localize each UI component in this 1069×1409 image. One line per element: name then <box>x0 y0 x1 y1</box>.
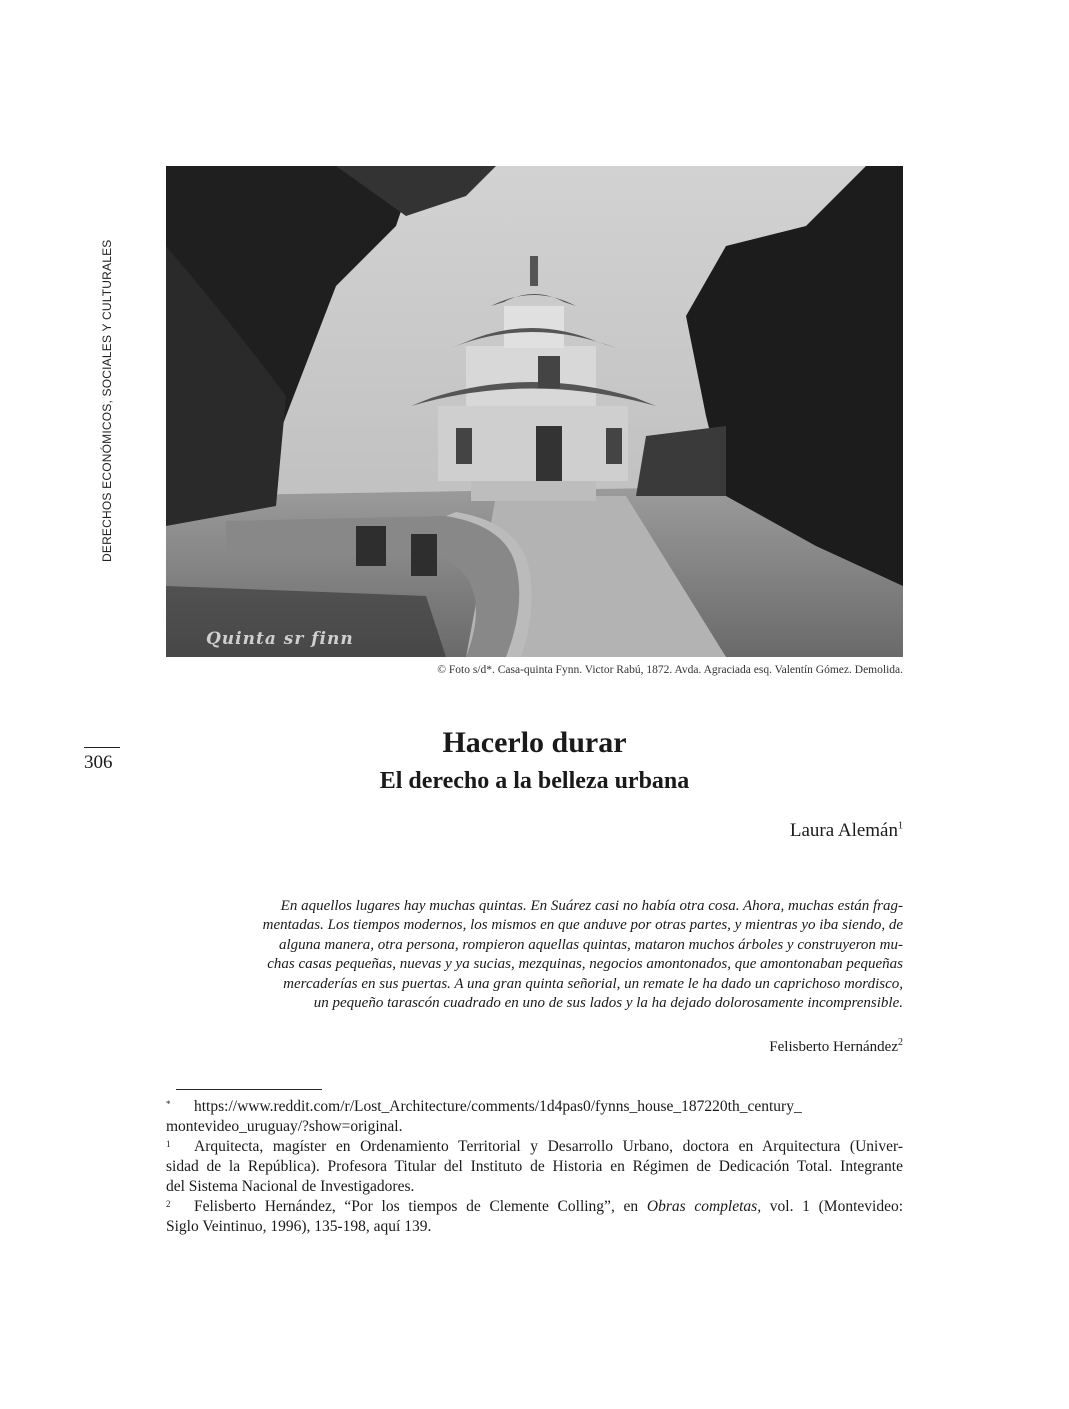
epigraph-line: mentadas. Los tiempos modernos, los mismos en que anduve por otras partes, y mientras yo iba siendo, de <box>262 917 903 934</box>
footnote-line[interactable]: montevideo_uruguay/?show=original. <box>166 1118 403 1135</box>
footnote-book-title: Obras completas, <box>646 1198 762 1215</box>
article-title: Hacerlo durar <box>442 726 627 759</box>
footnote-url-line[interactable]: https://www.reddit.com/r/Lost_Architecture/comments/1d4pas0/fynns_house_187220th_century_ <box>194 1098 802 1115</box>
footnote-line <box>166 1197 903 1217</box>
epigraph-line: chas casas pequeñas, nuevas y ya sucias, mezquinas, negocios amontonados, que amontonaban pequeñas <box>267 956 903 973</box>
author-name <box>790 820 903 842</box>
photo-watermark: Quinta sr finn <box>206 629 354 649</box>
article-subtitle: El derecho a la belleza urbana <box>379 768 690 794</box>
attribution-note-ref[interactable]: 2 <box>898 1037 903 1048</box>
author-name-text: Laura Alemán <box>789 820 898 841</box>
footnotes <box>166 1097 903 1237</box>
footnote-line: sidad de la República). Profesora Titular del Instituto de Historia en Régimen de Dedicación Total. Integrante <box>166 1158 903 1175</box>
running-head: DERECHOS ECONÓMICOS, SOCIALES Y CULTURALES <box>100 239 114 562</box>
photo-caption: © Foto s/d*. Casa-quinta Fynn. Victor Rabú, 1872. Avda. Agraciada esq. Valentín Gómez. Demolida. <box>437 664 903 676</box>
footnote-2 <box>166 1197 903 1237</box>
epigraph-line: mercaderías en sus puertas. A una gran quinta señorial, un remate le ha dado un caprichoso mordisco, <box>283 975 903 992</box>
footnote-1 <box>166 1137 903 1197</box>
photo-illustration <box>166 166 903 657</box>
footnote-rule <box>176 1089 322 1090</box>
epigraph <box>232 897 903 1013</box>
epigraph-line: En aquellos lugares hay muchas quintas. En Suárez casi no había otra cosa. Ahora, muchas están frag- <box>280 898 903 914</box>
historic-photo <box>166 166 903 657</box>
footnote-mark: 2 <box>166 1199 171 1209</box>
footnote-line: Arquitecta, magíster en Ordenamiento Territorial y Desarrollo Urbano, doctora en Arquitectura (Univer- <box>194 1138 903 1155</box>
footnote-line: Siglo Veintinuo, 1996), 135-198, aquí 139. <box>166 1218 432 1235</box>
epigraph-line: alguna manera, otra persona, rompieron aquellas quintas, mataron muchos árboles y construyeron mu- <box>279 936 903 953</box>
footnote-line: del Sistema Nacional de Investigadores. <box>166 1178 415 1195</box>
footnote-text: vol. 1 (Montevideo: <box>761 1198 904 1215</box>
footnote-star <box>166 1097 903 1137</box>
attribution-text: Felisberto Hernández <box>769 1039 898 1055</box>
footnote-mark: * <box>166 1099 171 1109</box>
page-number: 306 <box>84 752 113 773</box>
epigraph-line: un pequeño tarascón cuadrado en uno de sus lados y la ha dejado dolorosamente incomprensible. <box>313 995 903 1012</box>
epigraph-attribution <box>769 1039 903 1056</box>
footnote-mark: 1 <box>166 1139 171 1149</box>
author-note-ref[interactable]: 1 <box>898 820 903 832</box>
footnote-text: Felisberto Hernández, “Por los tiempos de Clemente Colling”, en <box>194 1198 647 1215</box>
